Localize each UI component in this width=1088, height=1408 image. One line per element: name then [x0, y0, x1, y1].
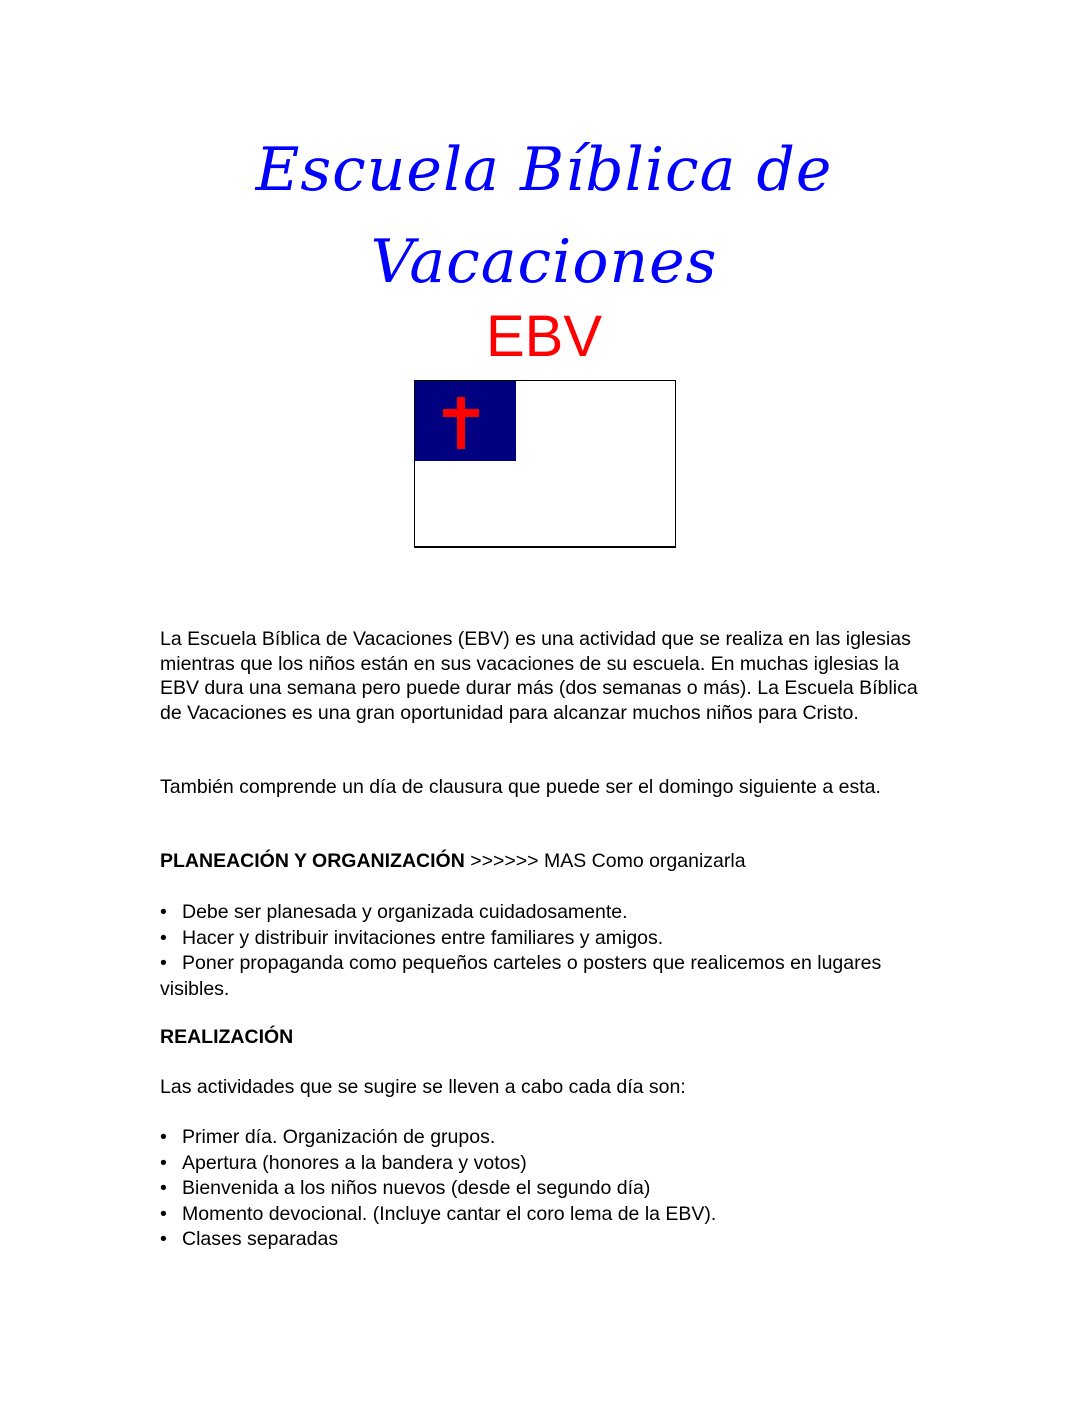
- list-item-text: Poner propaganda como pequeños carteles o posters que realicemos en lugares visibles.: [160, 952, 882, 1000]
- acronym-heading: EBV: [485, 304, 603, 369]
- list-item: [160, 1202, 930, 1228]
- cross-horizontal: [443, 409, 479, 417]
- bullet-icon: •: [160, 1151, 167, 1174]
- list-item: [160, 900, 930, 926]
- planeacion-heading: PLANEACIÓN Y ORGANIZACIÓN: [160, 850, 465, 872]
- list-item: [160, 1227, 930, 1253]
- cross-vertical: [457, 397, 465, 449]
- canton-field: [415, 381, 516, 461]
- bullet-icon: •: [160, 952, 167, 974]
- bullet-icon: •: [160, 901, 167, 923]
- list-item-text: Momento devocional. (Incluye cantar el coro lema de la EBV).: [182, 1202, 717, 1225]
- list-item: [160, 1151, 930, 1177]
- bullet-icon: •: [160, 1177, 167, 1199]
- list-item-text: Primer día. Organización de grupos.: [182, 1126, 496, 1148]
- list-item-text: Bienvenida a los niños nuevos (desde el segundo día): [182, 1177, 651, 1199]
- actividades-list: [160, 1125, 930, 1253]
- bullet-icon: •: [160, 1202, 167, 1225]
- list-item-text: Clases separadas: [182, 1228, 339, 1250]
- realizacion-heading: REALIZACIÓN: [160, 1026, 294, 1048]
- list-item: [160, 926, 930, 952]
- page-title-line-1: Escuela Bíblica de: [255, 135, 833, 205]
- christian-flag: [414, 380, 676, 548]
- intro-paragraph: La Escuela Bíblica de Vacaciones (EBV) es una actividad que se realiza en las iglesias mientras que los niños están en sus vacaciones de su escuela. En muchas iglesias la EBV dura una semana pero puede durar más (dos semanas o más). La Escuela Bíblica de Vacaciones es una gran oportunidad para alcanzar muchos niños para Cristo.: [160, 628, 918, 724]
- planeacion-line: [160, 849, 930, 874]
- flag-canton: [415, 381, 516, 461]
- planeacion-link-text[interactable]: >>>>>> MAS Como organizarla: [464, 850, 746, 872]
- cross-icon: [415, 381, 516, 461]
- list-item-text: Hacer y distribuir invitaciones entre familiares y amigos.: [182, 926, 664, 949]
- bullet-icon: •: [160, 1126, 167, 1148]
- list-item: [160, 1125, 930, 1151]
- clausura-paragraph: También comprende un día de clausura que puede ser el domingo siguiente a esta.: [160, 776, 881, 798]
- actividades-intro: Las actividades que se sugire se lleven a cabo cada día son:: [160, 1076, 686, 1098]
- page-title-line-2: Vacaciones: [370, 227, 718, 297]
- bullet-icon: •: [160, 1228, 167, 1250]
- list-item-text: Apertura (honores a la bandera y votos): [182, 1151, 527, 1174]
- planeacion-list: [160, 900, 930, 1002]
- bullet-icon: •: [160, 926, 167, 949]
- list-item: [160, 951, 930, 1002]
- list-item-text: Debe ser planesada y organizada cuidadosamente.: [182, 901, 628, 923]
- list-item: [160, 1176, 930, 1202]
